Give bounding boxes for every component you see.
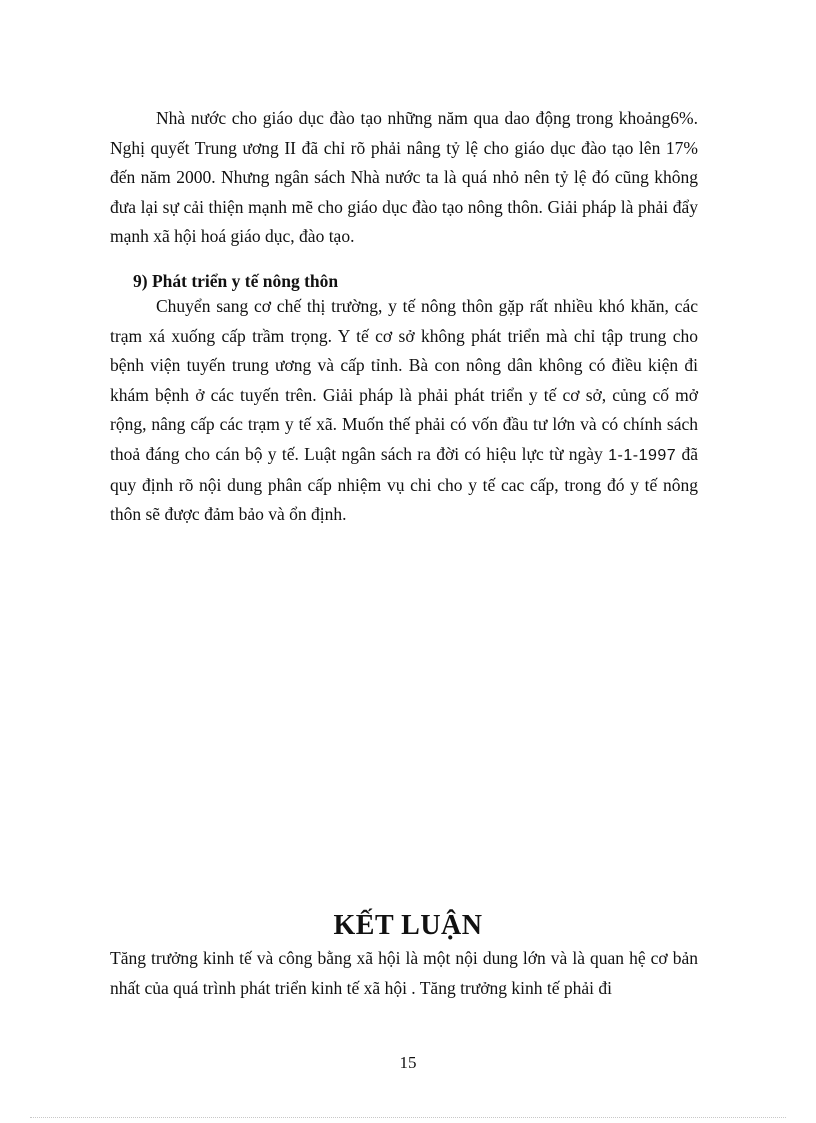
section-heading-rural-health: 9) Phát triển y tế nông thôn bbox=[133, 271, 339, 291]
conclusion-title: KẾT LUẬN bbox=[333, 910, 483, 941]
paragraph-rural-health-part2: đã quy định rõ nội dung phân cấp nhiệm vụ chi cho y tế cac cấp, trong đó y tế nông thôn sẽ được đảm bảo và ổn định. bbox=[110, 443, 698, 525]
paragraph-rural-health-part1: Chuyển sang cơ chế thị trường, y tế nông thôn gặp rất nhiều khó khăn, các trạm xá xuống cấp trầm trọng. Y tế cơ sở không phát triển mà chỉ tập trung cho bệnh viện tuyến trung ương và cấp tỉnh. Bà con nông dân không có điều kiện đi khám bệnh ở các tuyến trên. Giải pháp là phải phát triển y tế cơ sở, củng cố mở rộng, nâng cấp các trạm y tế xã. Muốn thế phải có vốn đầu tư lớn và có chính sách thoả đáng cho cán bộ y tế. Luật ngân sách ra đời có hiệu lực từ ngày bbox=[110, 296, 698, 464]
page-bottom-divider bbox=[30, 1117, 786, 1118]
paragraph-rural-health bbox=[110, 292, 698, 530]
paragraph-conclusion: Tăng trưởng kinh tế và công bằng xã hội là một nội dung lớn và là quan hệ cơ bản nhất của quá trình phát triển kinh tế xã hội . Tăng trưởng kinh tế phải đi bbox=[110, 948, 698, 998]
effective-date: 1-1-1997 bbox=[608, 446, 677, 464]
page-number: 15 bbox=[399, 1053, 417, 1072]
paragraph-education-budget: Nhà nước cho giáo dục đào tạo những năm qua dao động trong khoảng6%. Nghị quyết Trung ương II đã chỉ rõ phải nâng tỷ lệ cho giáo dục đào tạo lên 17% đến năm 2000. Nhưng ngân sách Nhà nước ta là quá nhỏ nên tỷ lệ đó cũng không đưa lại sự cải thiện mạnh mẽ cho giáo dục đào tạo nông thôn. Giải pháp là phải đẩy mạnh xã hội hoá giáo dục, đào tạo. bbox=[110, 108, 698, 246]
